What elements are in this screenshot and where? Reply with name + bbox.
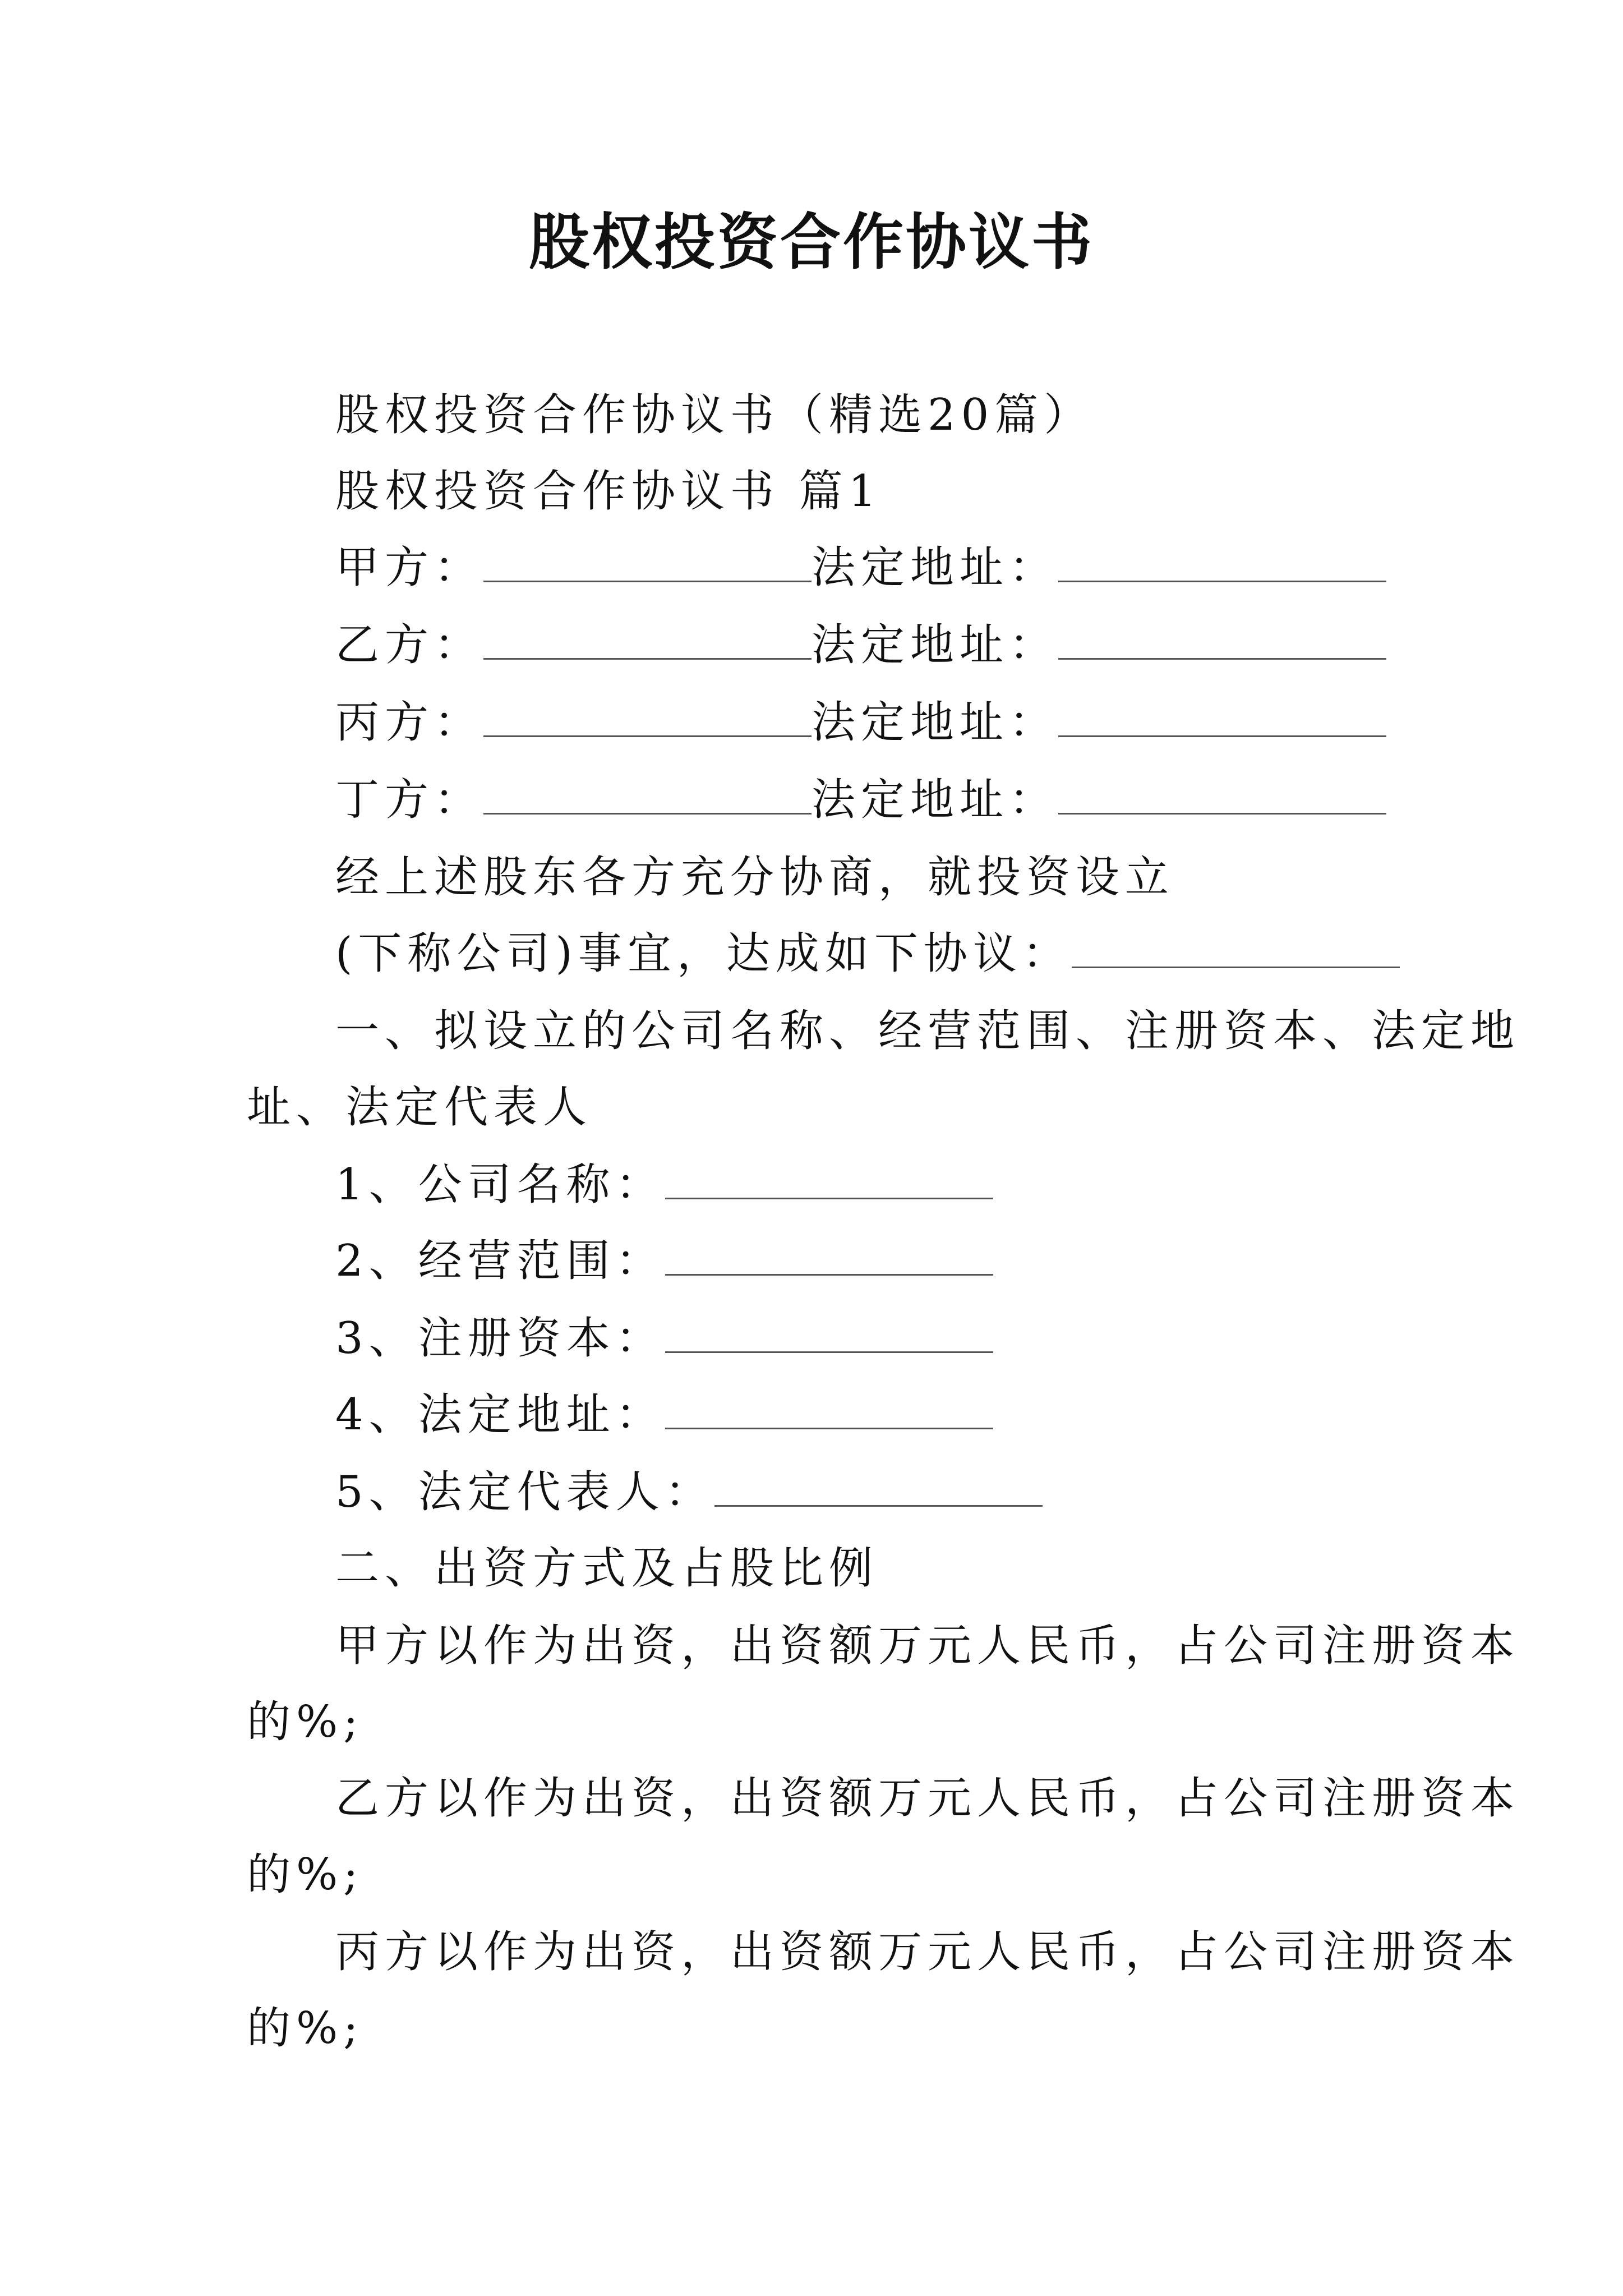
item-label: 5、法定代表人：: [335, 1467, 714, 1517]
party-name-blank: [483, 774, 811, 815]
address-label: 法定地址：: [811, 542, 1059, 593]
item-blank: [714, 1466, 1043, 1507]
party-label: 丙方：: [335, 697, 484, 748]
contribution-yi-line-2: 的%;: [247, 1849, 364, 1900]
party-name-blank: [483, 696, 811, 737]
document-subtitle: 股权投资合作协议书（精选20篇）: [335, 390, 1094, 440]
party-row-jia: [335, 540, 1386, 596]
intro-line-1: 经上述股东各方充分协商，就投资设立: [335, 852, 1175, 903]
address-label: 法定地址：: [811, 775, 1059, 825]
contribution-bing-line-2: 的%;: [247, 2003, 364, 2054]
item-label: 2、经营范围：: [335, 1236, 665, 1286]
address-blank: [1058, 696, 1386, 737]
party-row-bing: [335, 694, 1386, 751]
address-blank: [1058, 619, 1386, 660]
party-row-yi: [335, 617, 1386, 673]
address-blank: [1058, 541, 1386, 582]
contribution-bing-line-1: 丙方以作为出资，出资额万元人民币，占公司注册资本: [335, 1927, 1520, 1977]
item-label: 4、法定地址：: [335, 1389, 665, 1440]
contribution-yi-line-1: 乙方以作为出资，出资额万元人民币，占公司注册资本: [335, 1773, 1520, 1824]
address-label: 法定地址：: [811, 620, 1059, 670]
contribution-jia-line-1: 甲方以作为出资，出资额万元人民币，占公司注册资本: [335, 1621, 1520, 1671]
party-label: 乙方：: [335, 620, 484, 670]
article1-heading-line-2: 址、法定代表人: [247, 1082, 593, 1133]
item-blank: [665, 1312, 993, 1353]
contribution-jia-line-2: 的%;: [247, 1697, 364, 1747]
article1-item-business-scope: [335, 1233, 993, 1289]
document-title: 股权投资合作协议书: [528, 207, 1094, 278]
article1-item-legal-address: [335, 1387, 993, 1443]
article2-heading: 二、出资方式及占股比例: [335, 1543, 879, 1594]
item-blank: [665, 1235, 993, 1276]
item-blank: [665, 1158, 993, 1199]
party-row-ding: [335, 772, 1386, 828]
intro-text: (下称公司)事宜，达成如下协议：: [335, 928, 1072, 979]
article1-item-registered-capital: [335, 1310, 993, 1366]
address-label: 法定地址：: [811, 697, 1059, 748]
item-blank: [665, 1388, 993, 1429]
intro-line-2: [335, 926, 1400, 982]
article1-item-company-name: [335, 1157, 993, 1213]
section-heading: 股权投资合作协议书 篇1: [335, 466, 882, 517]
party-label: 甲方：: [335, 542, 484, 593]
item-label: 3、注册资本：: [335, 1313, 665, 1364]
article1-item-legal-representative: [335, 1464, 1043, 1520]
address-blank: [1058, 774, 1386, 815]
item-label: 1、公司名称：: [335, 1159, 665, 1210]
party-name-blank: [483, 619, 811, 660]
party-name-blank: [483, 541, 811, 582]
company-name-blank: [1072, 927, 1400, 968]
article1-heading-line-1: 一、拟设立的公司名称、经营范围、注册资本、法定地: [335, 1006, 1520, 1056]
party-label: 丁方：: [335, 775, 484, 825]
